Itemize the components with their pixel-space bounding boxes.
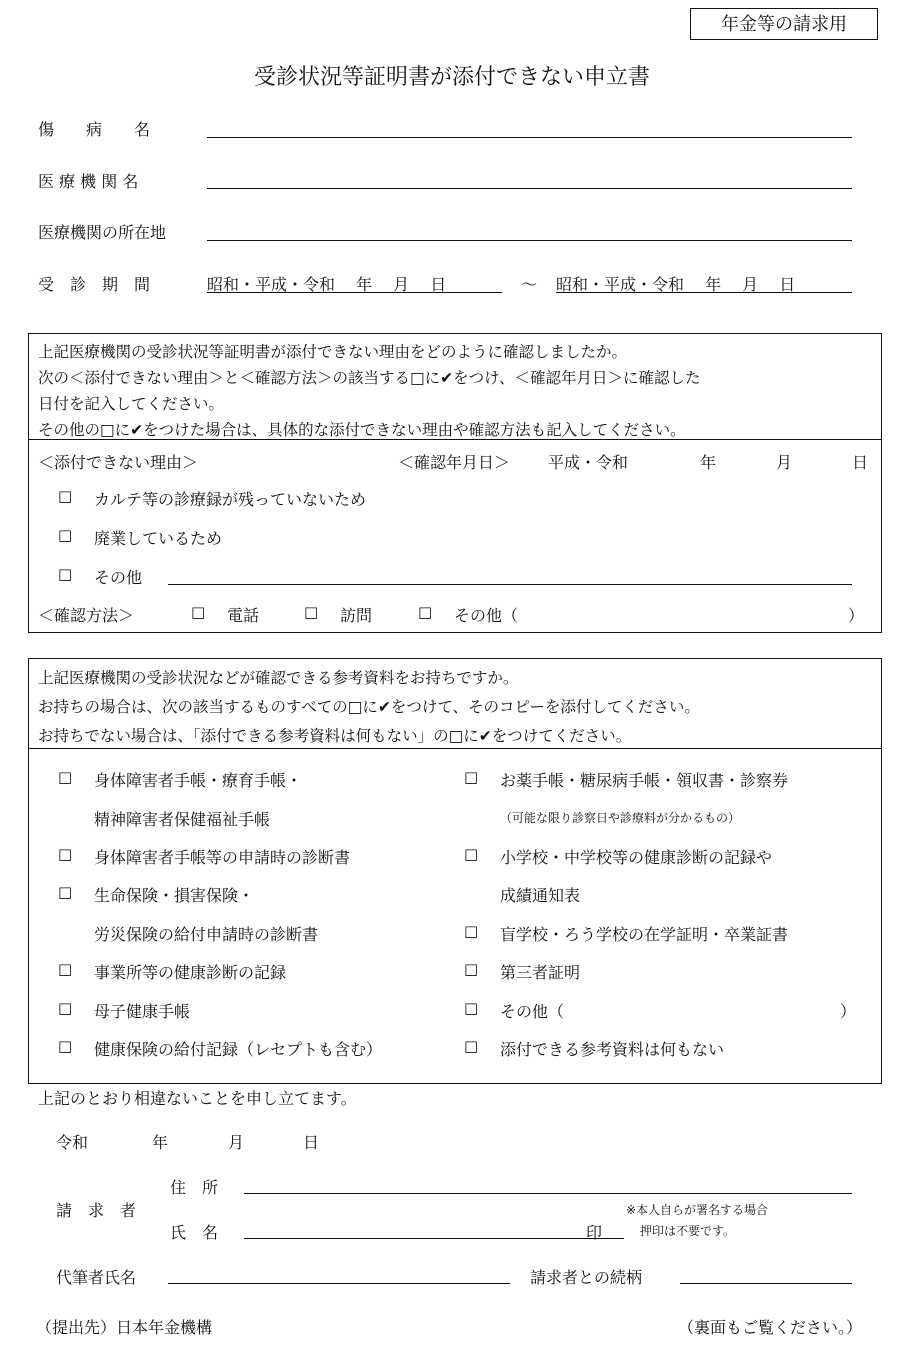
doc-special-school: 盲学校・ろう学校の在学証明・卒業証書 bbox=[500, 925, 789, 944]
submit-to: （提出先）日本年金機構 bbox=[36, 1318, 213, 1337]
section1-line-4: その他の□に✔をつけた場合は、具体的な添付できない理由や確認方法も記入してください。 bbox=[38, 421, 686, 439]
date-month: 月 bbox=[228, 1133, 245, 1152]
doc-checkbox-handbook-diagnosis[interactable]: □ bbox=[58, 845, 73, 863]
doc-other-close: ） bbox=[840, 1002, 857, 1021]
doc-checkbox-school-checkup[interactable]: □ bbox=[464, 845, 479, 863]
doc-medicine-handbook-note: （可能な限り診察日や診療料が分かるもの） bbox=[500, 811, 741, 825]
proxy-relation-label: 請求者との続柄 bbox=[530, 1268, 643, 1287]
method-label-visit: 訪問 bbox=[340, 606, 373, 625]
doc-workplace-checkup: 事業所等の健康診断の記録 bbox=[94, 963, 287, 982]
reason-label-1: カルテ等の診療録が残っていないため bbox=[94, 490, 367, 509]
reason-label-2: 廃業しているため bbox=[94, 529, 223, 548]
claimant-label: 請 求 者 bbox=[56, 1201, 137, 1220]
doc-maternal-handbook: 母子健康手帳 bbox=[94, 1002, 191, 1021]
doc-checkbox-special-school[interactable]: □ bbox=[464, 922, 479, 940]
method-other-close: ） bbox=[848, 606, 865, 625]
proxy-name-field[interactable] bbox=[168, 1283, 510, 1284]
location-field[interactable] bbox=[207, 240, 852, 241]
reason-other-field[interactable] bbox=[168, 584, 852, 585]
method-checkbox-visit[interactable]: □ bbox=[304, 603, 319, 621]
see-back-note: （裏面もご覧ください。） bbox=[678, 1318, 863, 1337]
doc-disability-handbook-1: 身体障害者手帳・療育手帳・ bbox=[94, 771, 303, 790]
institution-field[interactable] bbox=[207, 188, 852, 189]
doc-school-checkup-2: 成績通知表 bbox=[500, 886, 581, 905]
seal-mark: 印 bbox=[586, 1223, 603, 1242]
section2-line-2: お持ちの場合は、次の該当するものすべての□に✔をつけて、そのコピーを添付してください。 bbox=[38, 698, 700, 716]
confirm-date-era[interactable]: 平成・令和 bbox=[548, 453, 629, 472]
doc-checkbox-workplace-checkup[interactable]: □ bbox=[58, 960, 73, 978]
section2-line-3: お持ちでない場合は、「添付できる参考資料は何もない」の□に✔をつけてください。 bbox=[38, 727, 632, 745]
doc-checkbox-insurance-record[interactable]: □ bbox=[58, 1037, 73, 1055]
period-end-underline bbox=[556, 292, 852, 293]
section1-line-1: 上記医療機関の受診状況等証明書が添付できない理由をどのように確認しましたか。 bbox=[38, 343, 628, 361]
declaration-text: 上記のとおり相違ないことを申し立てます。 bbox=[38, 1089, 357, 1108]
date-day: 日 bbox=[303, 1133, 320, 1152]
confirm-date-header: ＜確認年月日＞ bbox=[398, 453, 511, 472]
method-label-other: その他（ bbox=[454, 606, 519, 625]
confirm-date-day: 日 bbox=[852, 453, 869, 472]
doc-checkbox-disability-handbook[interactable]: □ bbox=[58, 768, 73, 786]
doc-insurance-record: 健康保険の給付記録（レセプトも含む） bbox=[94, 1040, 383, 1059]
location-label: 医療機関の所在地 bbox=[38, 223, 167, 242]
doc-checkbox-insurance-diagnosis[interactable]: □ bbox=[58, 883, 73, 901]
doc-insurance-diagnosis-2: 労災保険の給付申請時の診断書 bbox=[94, 925, 319, 944]
date-year: 年 bbox=[152, 1133, 169, 1152]
reason-checkbox-2[interactable]: □ bbox=[58, 526, 73, 544]
section2-line-1: 上記医療機関の受診状況などが確認できる参考資料をお持ちですか。 bbox=[38, 669, 519, 687]
seal-note-1: ※本人自らが署名する場合 bbox=[626, 1203, 769, 1217]
section1-divider bbox=[28, 439, 882, 440]
doc-medicine-handbook: お薬手帳・糖尿病手帳・領収書・診察券 bbox=[500, 771, 789, 790]
confirm-date-year: 年 bbox=[700, 453, 717, 472]
method-header: ＜確認方法＞ bbox=[38, 606, 135, 625]
seal-note-2: 押印は不要です。 bbox=[640, 1224, 736, 1238]
reason-checkbox-1[interactable]: □ bbox=[58, 487, 73, 505]
period-end[interactable]: 昭和・平成・令和 年 月 日 bbox=[556, 275, 796, 294]
disease-label: 傷 病 名 bbox=[38, 120, 151, 139]
method-checkbox-other[interactable]: □ bbox=[418, 603, 433, 621]
claimant-address-field[interactable] bbox=[244, 1193, 852, 1194]
institution-label: 医 療 機 関 名 bbox=[38, 172, 139, 191]
proxy-relation-field[interactable] bbox=[680, 1283, 852, 1284]
doc-other: その他（ bbox=[500, 1002, 565, 1021]
claimant-name-label: 氏 名 bbox=[170, 1223, 219, 1242]
reason-checkbox-3[interactable]: □ bbox=[58, 565, 73, 583]
disease-field[interactable] bbox=[207, 137, 852, 138]
doc-none: 添付できる参考資料は何もない bbox=[500, 1040, 725, 1059]
claimant-address-label: 住 所 bbox=[170, 1178, 219, 1197]
doc-checkbox-maternal-handbook[interactable]: □ bbox=[58, 999, 73, 1017]
confirm-date-month: 月 bbox=[776, 453, 793, 472]
doc-checkbox-other[interactable]: □ bbox=[464, 999, 479, 1017]
proxy-name-label: 代筆者氏名 bbox=[56, 1268, 137, 1287]
doc-school-checkup-1: 小学校・中学校等の健康診断の記録や bbox=[500, 848, 773, 867]
doc-checkbox-none[interactable]: □ bbox=[464, 1037, 479, 1055]
section2-divider bbox=[28, 748, 882, 749]
doc-insurance-diagnosis-1: 生命保険・損害保険・ bbox=[94, 886, 255, 905]
period-tilde: ～ bbox=[521, 275, 538, 294]
doc-disability-handbook-2: 精神障害者保健福祉手帳 bbox=[94, 810, 271, 829]
section1-line-2: 次の＜添付できない理由＞と＜確認方法＞の該当する□に✔をつけ、＜確認年月日＞に確認した bbox=[38, 369, 701, 387]
period-start[interactable]: 昭和・平成・令和 年 月 日 bbox=[207, 275, 447, 294]
claimant-name-field[interactable] bbox=[244, 1238, 624, 1239]
page-title: 受診状況等証明書が添付できない申立書 bbox=[253, 65, 650, 90]
method-checkbox-phone[interactable]: □ bbox=[191, 603, 206, 621]
doc-third-party: 第三者証明 bbox=[500, 963, 581, 982]
doc-handbook-diagnosis: 身体障害者手帳等の申請時の診断書 bbox=[94, 848, 351, 867]
section1-line-3: 日付を記入してください。 bbox=[38, 395, 225, 413]
period-label: 受 診 期 間 bbox=[38, 275, 151, 294]
form-type-tag: 年金等の請求用 bbox=[690, 8, 878, 40]
method-label-phone: 電話 bbox=[227, 606, 260, 625]
reason-header: ＜添付できない理由＞ bbox=[38, 453, 199, 472]
doc-checkbox-medicine-handbook[interactable]: □ bbox=[464, 768, 479, 786]
reason-label-3: その他 bbox=[94, 568, 143, 587]
date-era[interactable]: 令和 bbox=[56, 1133, 89, 1152]
period-start-underline bbox=[207, 292, 502, 293]
doc-checkbox-third-party[interactable]: □ bbox=[464, 960, 479, 978]
